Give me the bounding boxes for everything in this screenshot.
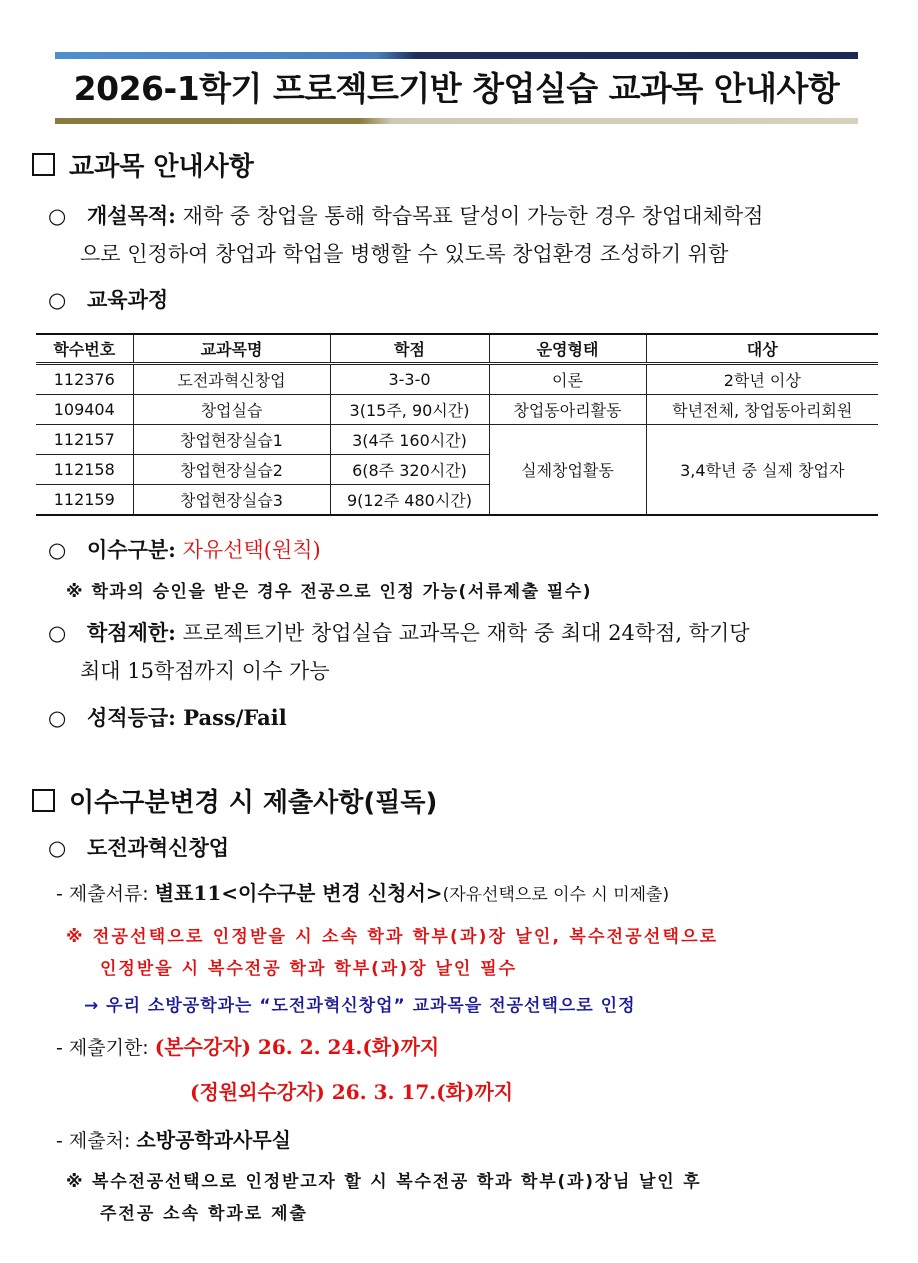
table-row [36, 395, 878, 425]
cell-credit: 9(12주 480시간) [330, 485, 489, 516]
course-item [48, 829, 229, 867]
grade-value: Pass/Fail [175, 705, 287, 730]
cell-code: 109404 [36, 395, 133, 425]
credit-limit-item [48, 614, 898, 652]
division-note: ※ 학과의 승인을 받은 경우 전공으로 인정 가능(서류제출 필수) [66, 582, 593, 602]
warning1-line2: 인정받을 시 복수전공 학과 학부(과)장 날인 필수 [100, 959, 518, 979]
header-credit: 학점 [330, 334, 489, 364]
cell-target: 학년전체, 창업동아리회원 [646, 395, 878, 425]
deadline-regular: (본수강자) 26. 2. 24.(화)까지 [154, 1035, 440, 1059]
cell-code: 112159 [36, 485, 133, 516]
cell-type: 이론 [489, 364, 646, 395]
curriculum-table [36, 333, 878, 516]
circle-bullet-icon: ○ [48, 706, 67, 730]
checkbox-icon [32, 789, 55, 812]
cell-type-merged: 실제창업활동 [489, 425, 646, 516]
section-heading-course-info [32, 146, 254, 183]
place-item [56, 1124, 291, 1153]
cell-type: 창업동아리활동 [489, 395, 646, 425]
place-prefix: - 제출처: [56, 1130, 137, 1152]
cell-name: 창업현장실습3 [133, 485, 330, 516]
arrow-note: → 우리 소방공학과는 “도전과혁신창업” 교과목을 전공선택으로 인정 [84, 996, 636, 1016]
cell-name: 도전과혁신창업 [133, 364, 330, 395]
circle-bullet-icon: ○ [48, 288, 67, 312]
cell-target: 2학년 이상 [646, 364, 878, 395]
cell-code: 112157 [36, 425, 133, 455]
purpose-text-line2: 으로 인정하여 창업과 학업을 병행할 수 있도록 창업환경 조성하기 위함 [80, 242, 729, 266]
section-heading-text: 교과목 안내사항 [69, 152, 254, 182]
cell-credit: 3-3-0 [330, 364, 489, 395]
warning2-line1: ※ 복수전공선택으로 인정받고자 할 시 복수전공 학과 학부(과)장님 날인 후 [66, 1172, 702, 1192]
curriculum-label: 교육과정 [87, 287, 169, 312]
cell-name: 창업실습 [133, 395, 330, 425]
circle-bullet-icon: ○ [48, 836, 67, 860]
credit-limit-line1: 프로젝트기반 창업실습 교과목은 재학 중 최대 24학점, 학기당 [175, 621, 750, 645]
place-value: 소방공학과사무실 [136, 1128, 291, 1152]
deadline-extra-item [190, 1076, 513, 1105]
header-type: 운영형태 [489, 334, 646, 364]
cell-credit: 3(4주 160시간) [330, 425, 489, 455]
docs-bold: 별표11<이수구분 변경 신청서> [154, 881, 443, 905]
cell-name: 창업현장실습2 [133, 455, 330, 485]
circle-bullet-icon: ○ [48, 204, 67, 228]
header-target: 대상 [646, 334, 878, 364]
docs-item [56, 877, 669, 906]
deadline-item [56, 1031, 439, 1060]
cell-code: 112376 [36, 364, 133, 395]
header-name: 교과목명 [133, 334, 330, 364]
deadline-prefix: - 제출기한: [56, 1037, 155, 1059]
purpose-label: 개설목적: [87, 203, 176, 228]
section-heading-submission [32, 782, 437, 819]
docs-prefix: - 제출서류: [56, 883, 155, 905]
cell-code: 112158 [36, 455, 133, 485]
cell-target-merged: 3,4학년 중 실제 창업자 [646, 425, 878, 516]
section-heading-text: 이수구분변경 시 제출사항(필독) [69, 788, 438, 818]
circle-bullet-icon: ○ [48, 621, 67, 645]
table-header-row [36, 334, 878, 364]
credit-limit-label: 학점제한: [87, 620, 176, 645]
purpose-item [48, 197, 888, 235]
grade-label: 성적등급: [87, 705, 176, 730]
page-title: 2026-1학기 프로젝트기반 창업실습 교과목 안내사항 [73, 69, 840, 108]
cell-name: 창업현장실습1 [133, 425, 330, 455]
course-name: 도전과혁신창업 [87, 835, 230, 860]
curriculum-item [48, 281, 168, 319]
warning1-line1: ※ 전공선택으로 인정받을 시 소속 학과 학부(과)장 날인, 복수전공선택으로 [66, 927, 719, 947]
table-row [36, 425, 878, 455]
title-top-bar [55, 52, 858, 59]
division-item [48, 531, 321, 569]
header-code: 학수번호 [36, 334, 133, 364]
purpose-text-line1: 재학 중 창업을 통해 학습목표 달성이 가능한 경우 창업대체학점 [175, 204, 764, 228]
title-bottom-bar [55, 118, 858, 124]
cell-credit: 6(8주 320시간) [330, 455, 489, 485]
table-row [36, 364, 878, 395]
division-value: 자유선택(원칙) [182, 538, 321, 562]
cell-credit: 3(15주, 90시간) [330, 395, 489, 425]
circle-bullet-icon: ○ [48, 538, 67, 562]
credit-limit-line2: 최대 15학점까지 이수 가능 [80, 659, 330, 683]
docs-suffix: (자유선택으로 이수 시 미제출) [442, 885, 670, 905]
deadline-extra: (정원외수강자) 26. 3. 17.(화)까지 [190, 1080, 514, 1104]
checkbox-icon [32, 153, 55, 176]
division-label: 이수구분: [87, 537, 176, 562]
warning2-line2: 주전공 소속 학과로 제출 [100, 1204, 308, 1224]
grade-item [48, 699, 287, 737]
